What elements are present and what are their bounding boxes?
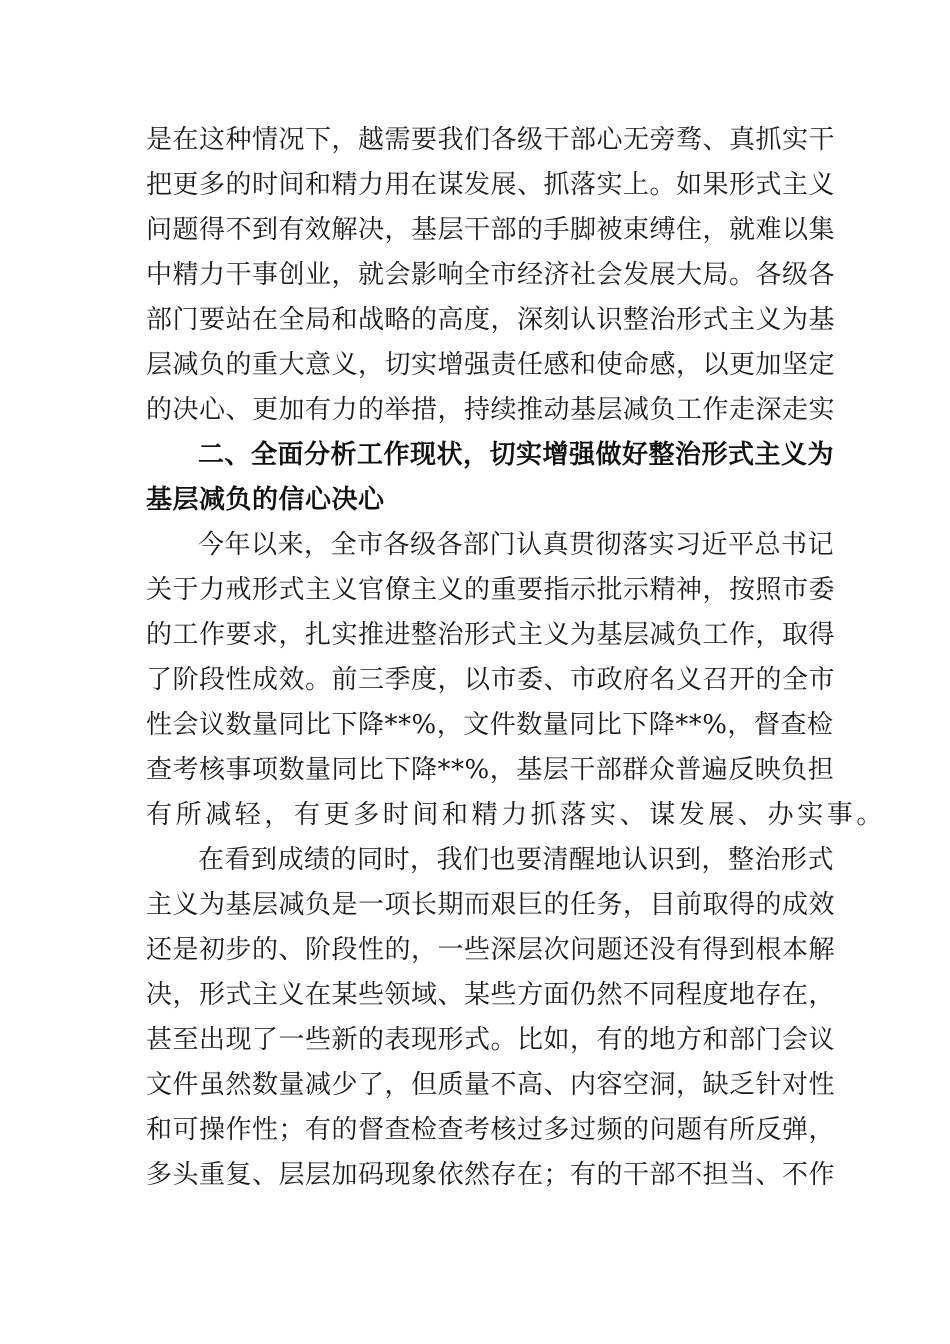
paragraph-2-line-1: 今年以来，全市各级各部门认真贯彻落实习近平总书记 [198, 530, 835, 560]
section-heading-line-2: 基层减负的信心决心 [146, 485, 385, 515]
paragraph-1-line-1: 是在这种情况下，越需要我们各级干部心无旁骛、真抓实干 [146, 125, 836, 155]
paragraph-1-line-2: 把更多的时间和精力用在谋发展、抓落实上。如果形式主义 [146, 170, 836, 200]
paragraph-2-line-6: 查考核事项数量同比下降**%，基层干部群众普遍反映负担 [146, 755, 835, 785]
paragraph-3-line-5: 甚至出现了一些新的表现形式。比如，有的地方和部门会议 [146, 1025, 836, 1055]
paragraph-1-line-7: 的决心、更加有力的举措，持续推动基层减负工作走深走实 [146, 395, 836, 425]
paragraph-2-line-4: 了阶段性成效。前三季度，以市委、市政府名义召开的全市 [146, 665, 836, 695]
paragraph-2-line-2: 关于力戒形式主义官僚主义的重要指示批示精神，按照市委 [146, 575, 836, 605]
paragraph-1-line-6: 层减负的重大意义，切实增强责任感和使命感，以更加坚定 [146, 350, 836, 380]
paragraph-1-line-3: 问题得不到有效解决，基层干部的手脚被束缚住，就难以集 [146, 215, 836, 245]
paragraph-3-line-2: 主义为基层减负是一项长期而艰巨的任务，目前取得的成效 [146, 890, 836, 920]
section-heading-line-1: 二、全面分析工作现状，切实增强做好整治形式主义为 [198, 440, 835, 470]
paragraph-1-line-5: 部门要站在全局和战略的高度，深刻认识整治形式主义为基 [146, 305, 836, 335]
paragraph-2-line-3: 的工作要求，扎实推进整治形式主义为基层减负工作，取得 [146, 620, 836, 650]
paragraph-3-line-7: 和可操作性；有的督查检查考核过多过频的问题有所反弹， [146, 1115, 836, 1145]
paragraph-3-line-6: 文件虽然数量减少了，但质量不高、内容空洞，缺乏针对性 [146, 1070, 836, 1100]
paragraph-2-line-7: 有所减轻，有更多时间和精力抓落实、谋发展、办实事。 [146, 800, 887, 830]
paragraph-3-line-3: 还是初步的、阶段性的，一些深层次问题还没有得到根本解 [146, 935, 836, 965]
paragraph-2-line-5: 性会议数量同比下降**%，文件数量同比下降**%，督查检 [146, 710, 834, 740]
paragraph-3-line-1: 在看到成绩的同时，我们也要清醒地认识到，整治形式 [198, 845, 835, 875]
paragraph-3-line-8: 多头重复、层层加码现象依然存在；有的干部不担当、不作 [146, 1160, 836, 1190]
paragraph-3-line-4: 决，形式主义在某些领域、某些方面仍然不同程度地存在， [146, 980, 836, 1010]
paragraph-1-line-4: 中精力干事创业，就会影响全市经济社会发展大局。各级各 [146, 260, 836, 290]
